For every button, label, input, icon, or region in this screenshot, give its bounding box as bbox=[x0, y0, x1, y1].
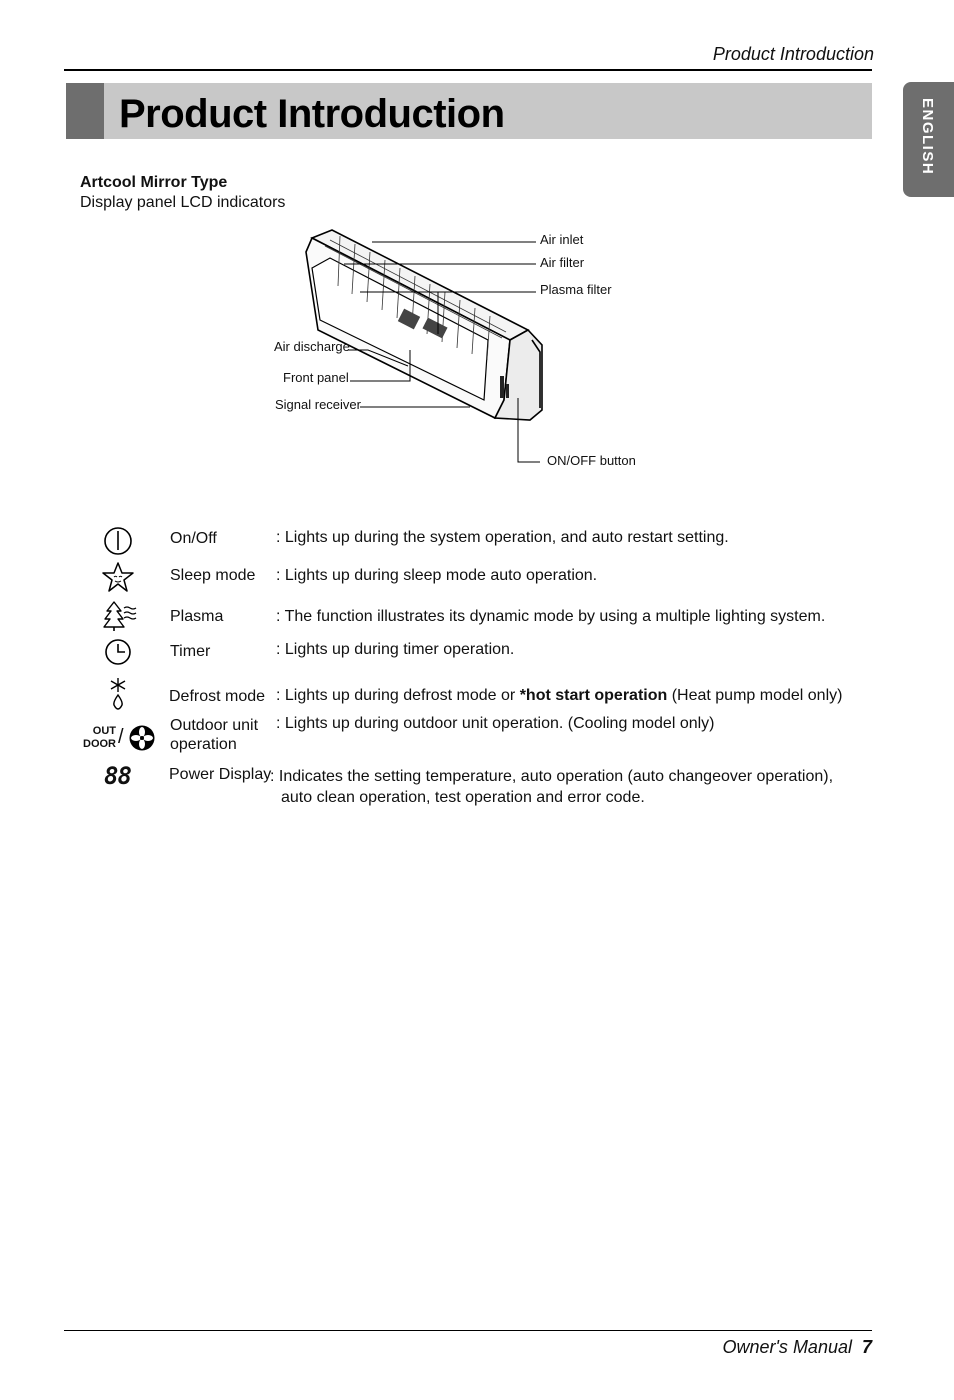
indicator-sleep-desc: : Lights up during sleep mode auto operation. bbox=[276, 567, 598, 584]
defrost-snow-drop-icon bbox=[108, 676, 128, 710]
callout-front-panel: Front panel bbox=[283, 370, 349, 385]
power-icon bbox=[103, 526, 133, 556]
indicator-power-name: Power Display bbox=[169, 766, 272, 783]
plasma-tree-icon bbox=[103, 600, 137, 632]
callout-plasma-filter: Plasma filter bbox=[540, 282, 612, 297]
callout-signal-receiver: Signal receiver bbox=[275, 397, 361, 412]
outdoor-text-icon: OUT DOOR bbox=[83, 725, 116, 750]
section-subheading: Display panel LCD indicators bbox=[80, 194, 286, 211]
footer bbox=[722, 1337, 872, 1358]
section-heading: Artcool Mirror Type bbox=[80, 174, 228, 191]
indicator-power-desc: : Indicates the setting temperature, auto operation (auto changeover operation), auto clean operation, test operation and error code. bbox=[270, 768, 834, 806]
footer-label: Owner's Manual bbox=[722, 1337, 852, 1357]
title-band bbox=[66, 83, 872, 139]
indicator-timer-desc: : Lights up during timer operation. bbox=[276, 641, 515, 658]
footer-rule bbox=[64, 1330, 872, 1331]
language-tab bbox=[903, 82, 954, 197]
header-rule bbox=[64, 69, 872, 71]
indicator-defrost-name: Defrost mode bbox=[169, 688, 266, 705]
callout-air-inlet: Air inlet bbox=[540, 232, 584, 247]
outdoor-slash: / bbox=[118, 726, 124, 748]
title-accent-block bbox=[66, 83, 104, 139]
indicator-outdoor-name: Outdoor unit operation bbox=[170, 717, 259, 753]
indicator-sleep-name: Sleep mode bbox=[170, 567, 256, 584]
indicator-onoff-desc: : Lights up during the system operation, and auto restart setting. bbox=[276, 529, 729, 546]
indicator-onoff-name: On/Off bbox=[170, 530, 217, 547]
callout-air-filter: Air filter bbox=[540, 255, 585, 270]
indicator-timer-name: Timer bbox=[170, 643, 211, 660]
indicator-plasma-desc: : The function illustrates its dynamic mode by using a multiple lighting system. bbox=[276, 608, 826, 625]
timer-clock-icon bbox=[104, 638, 132, 666]
indicator-plasma-name: Plasma bbox=[170, 608, 224, 625]
outdoor-fan-icon bbox=[128, 724, 156, 752]
indicator-outdoor-desc: : Lights up during outdoor unit operation. (Cooling model only) bbox=[276, 715, 715, 732]
callout-air-discharge: Air discharge bbox=[274, 339, 350, 354]
running-header: Product Introduction bbox=[712, 44, 874, 64]
indicator-defrost-desc: : Lights up during defrost mode or *hot start operation (Heat pump model only) bbox=[276, 687, 843, 704]
seven-segment-display-icon: 88 bbox=[104, 762, 131, 790]
page-title: Product Introduction bbox=[119, 92, 505, 136]
callout-onoff-button: ON/OFF button bbox=[547, 453, 636, 468]
sleep-star-icon bbox=[101, 561, 135, 593]
page-number: 7 bbox=[861, 1337, 872, 1357]
language-tab-label: ENGLISH bbox=[919, 98, 936, 176]
